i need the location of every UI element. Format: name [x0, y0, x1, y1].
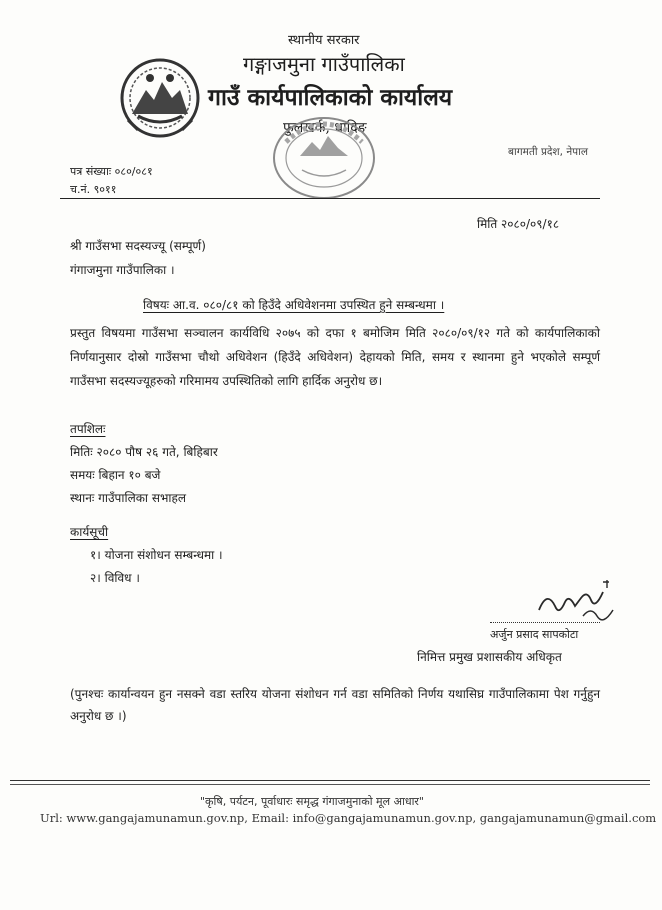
signature-line	[490, 622, 600, 623]
agenda-item: २। विविध ।	[90, 571, 140, 585]
footer-slogan: "कृषि, पर्यटन, पूर्वाधारः समृद्ध गंगाजमुनाको मूल आधार"	[200, 795, 424, 808]
office-name: गाउँ कार्यपालिकाको कार्यालय	[208, 84, 453, 111]
footer-divider-bottom	[10, 784, 650, 785]
details-heading: तपशिलः	[70, 422, 106, 436]
header-divider	[60, 198, 600, 199]
dispatch-number: च.नं. ९०११	[70, 183, 117, 196]
municipality-name: गङ्गाजमुना गाउँपालिका	[243, 52, 405, 76]
recipient-line-1: श्री गाउँसभा सदस्यज्यू (सम्पूर्ण)	[70, 239, 206, 253]
meeting-time: समयः बिहान १० बजे	[70, 468, 161, 482]
footer-contact: Url: www.gangajamunamun.gov.np, Email: info@gangajamunamun.gov.np, gangajamunamun@gmail.com	[40, 811, 657, 825]
local-gov-label: स्थानीय सरकार	[288, 33, 360, 48]
letter-date: मिति २०८०/०९/१८	[477, 217, 560, 231]
office-stamp	[268, 112, 380, 204]
nepal-emblem-icon	[118, 56, 202, 140]
recipient-line-2: गंगाजमुना गाउँपालिका ।	[70, 263, 175, 277]
postscript: (पुनश्चः कार्यान्वयन हुन नसक्ने वडा स्तरिय योजना संशोधन गर्न वडा समितिको निर्णय यथासिघ्र गाउँपालिकामा पेश गर्नुहुन अनुरोध छ ।)	[70, 687, 600, 723]
province-label: बागमती प्रदेश, नेपाल	[508, 146, 588, 158]
office-location: फुलखर्क, धादिङ	[283, 120, 367, 136]
footer-divider-top	[10, 780, 650, 781]
body-paragraph: प्रस्तुत विषयमा गाउँसभा सञ्चालन कार्यविधि २०७५ को दफा १ बमोजिम मिति २०८०/०९/१२ गते को कार्यपालिकाको निर्णयानुसार दोस्रो गाउँसभा चौथो अधिवेशन (हिउँदे अधिवेशन) देहायको मिति, समय र स्थानमा हुने भएकोले सम्पूर्ण गाउँसभा सदस्यज्यूहरुको गरिमामय उपस्थितिको लागि हार्दिक अनुरोध छ।	[70, 326, 600, 388]
signatory-name: अर्जुन प्रसाद सापकोटा	[490, 628, 579, 641]
agenda-item: १। योजना संशोधन सम्बन्धमा ।	[90, 548, 223, 562]
subject-line: विषयः आ.व. ०८०/८१ को हिउँदे अधिवेशनमा उपस्थित हुने सम्बन्धमा ।	[143, 298, 445, 312]
meeting-date: मितिः २०८० पौष २६ गते, बिहिबार	[70, 445, 218, 459]
meeting-venue: स्थानः गाउँपालिका सभाहल	[70, 491, 187, 505]
agenda-heading: कार्यसूची	[70, 525, 109, 539]
letter-number: पत्र संख्याः ०८०/०८१	[70, 165, 153, 178]
signatory-title: निमित्त प्रमुख प्रशासकीय अधिकृत	[417, 650, 562, 664]
